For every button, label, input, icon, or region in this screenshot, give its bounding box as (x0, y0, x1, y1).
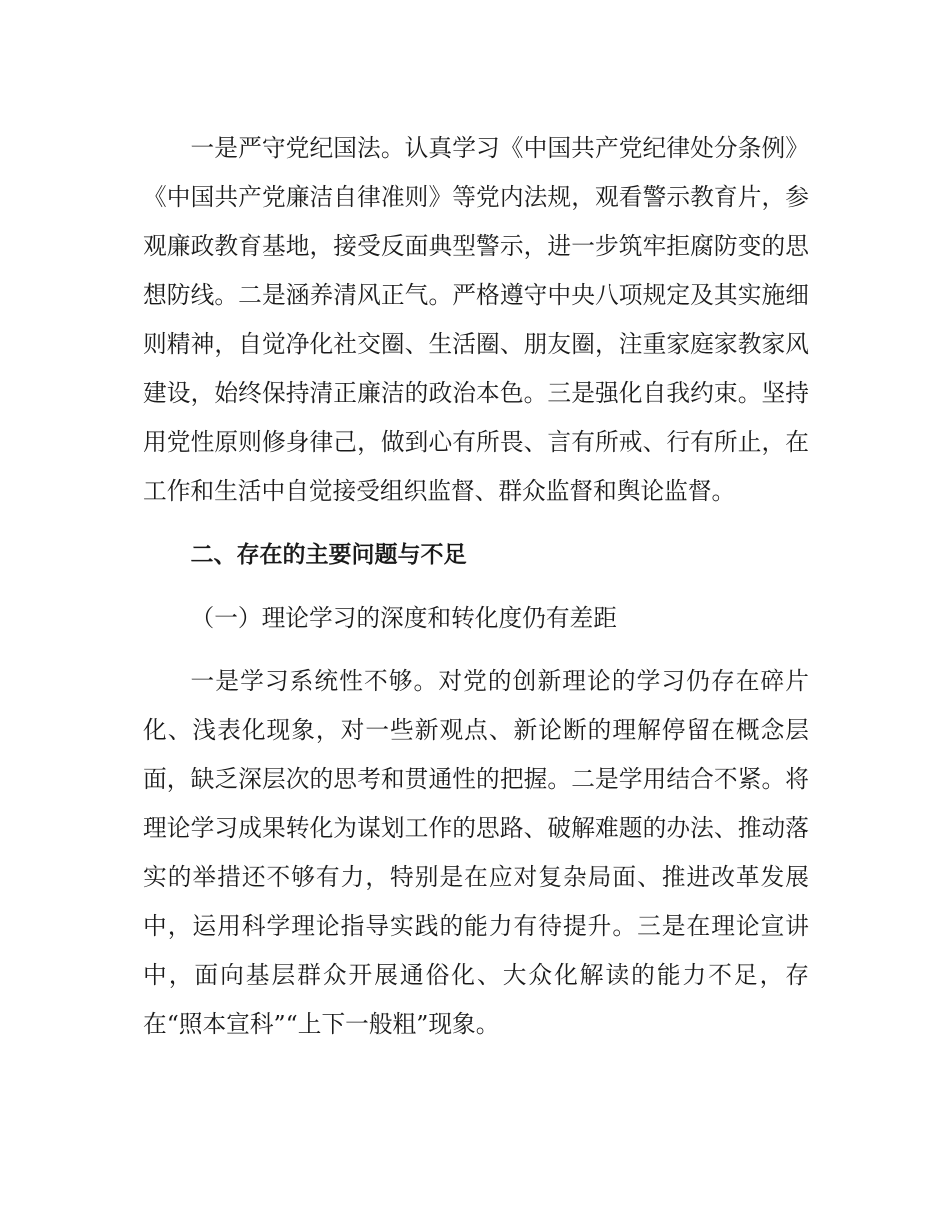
paragraph-gap (143, 643, 809, 657)
document-page (143, 124, 809, 1049)
subsection-heading-theory-study: （一）理论学习的深度和转化度仍有差距 (190, 604, 617, 632)
body-paragraph-theory-study: 一是学习系统性不够。对党的创新理论的学习仍存在碎片化、浅表化现象，对一些新观点、新论断的理解停留在概念层面，缺乏深层次的思考和贯通性的把握。二是学用结合不紧。将理论学习成果转化为谋划工作的思路、破解难题的办法、推动落实的举措还不够有力，特别是在应对复杂局面、推进改革发展中，运用科学理论指导实践的能力有待提升。三是在理论宣讲中，面向基层群众开展通俗化、大众化解读的能力不足，存在“照本宣科”“上下一般粗”现象。 (143, 667, 809, 1038)
section-heading-problems: 二、存在的主要问题与不足 (190, 542, 467, 568)
body-paragraph-integrity: 一是严守党纪国法。认真学习《中国共产党纪律处分条例》《中国共产党廉洁自律准则》等党内法规，观看警示教育片，参观廉政教育基地，接受反面典型警示，进一步筑牢拒腐防变的思想防线。二是涵养清风正气。严格遵守中央八项规定及其实施细则精神，自觉净化社交圈、生活圈、朋友圈，注重家庭家教家风建设，始终保持清正廉洁的政治本色。三是强化自我约束。坚持用党性原则修身律己，做到心有所畏、言有所戒、行有所止，在工作和生活中自觉接受组织监督、群众监督和舆论监督。 (143, 134, 809, 505)
